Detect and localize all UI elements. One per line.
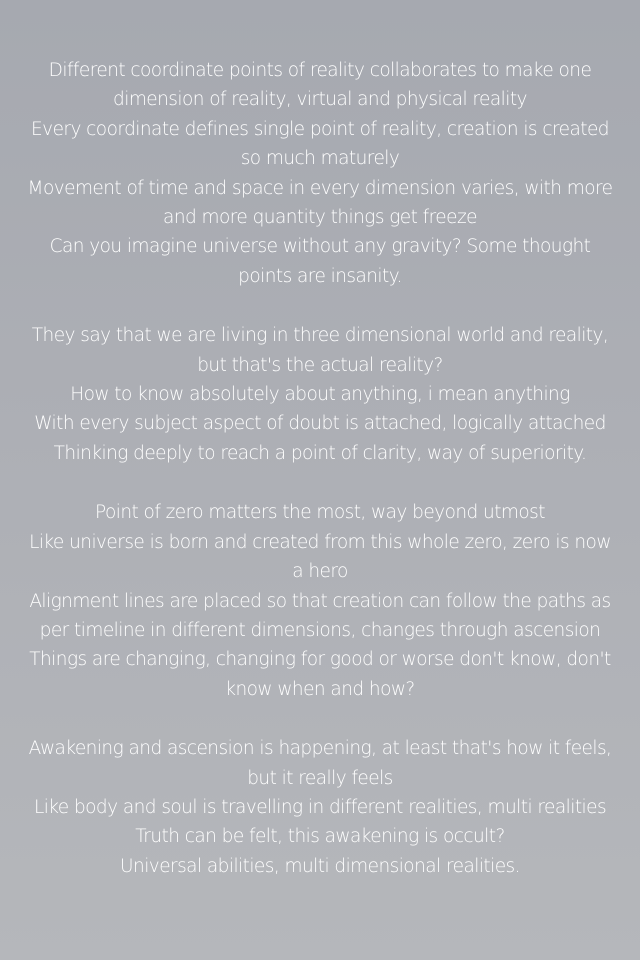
- poem-line: Different coordinate points of reality collaborates to make one dimension of reality, virtual and physical reality: [48, 60, 592, 111]
- poem-line: Like body and soul is travelling in different realities, multi realities: [33, 796, 607, 818]
- poem-line: Things are changing, changing for good or worse don't know, don't know when and how?: [29, 649, 611, 700]
- poem-line: With every subject aspect of doubt is attached, logically attached: [34, 413, 606, 435]
- poem-line: They say that we are living in three dimensional world and reality, but that's the actual reality?: [31, 325, 609, 376]
- poem-line: Awakening and ascension is happening, at least that's how it feels, but it really feels: [28, 738, 612, 789]
- poem-line: Universal abilities, multi dimensional realities.: [120, 855, 520, 877]
- poem-line: Can you imagine universe without any gravity? Some thought points are insanity.: [49, 236, 591, 287]
- stanza-4: [22, 734, 618, 881]
- poem-line: How to know absolutely about anything, i mean anything: [70, 384, 570, 406]
- poem-line: Every coordinate defines single point of reality, creation is created so much maturely: [31, 118, 609, 170]
- poem-line: Like universe is born and created from this whole zero, zero is now a hero: [29, 531, 611, 583]
- poem-line: Movement of time and space in every dimension varies, with more and more quantity things get freeze: [27, 177, 613, 229]
- poem-line: Thinking deeply to reach a point of clarity, way of superiority.: [53, 442, 587, 464]
- poem-line: Point of zero matters the most, way beyond utmost: [95, 502, 545, 524]
- stanza-2: [22, 321, 618, 468]
- poem-line: Truth can be felt, this awakening is occult?: [135, 826, 505, 848]
- poem-line: Alignment lines are placed so that creation can follow the paths as per timeline in different dimensions, changes through ascension: [29, 590, 611, 641]
- stanza-1: [22, 56, 618, 291]
- stanza-3: [22, 498, 618, 704]
